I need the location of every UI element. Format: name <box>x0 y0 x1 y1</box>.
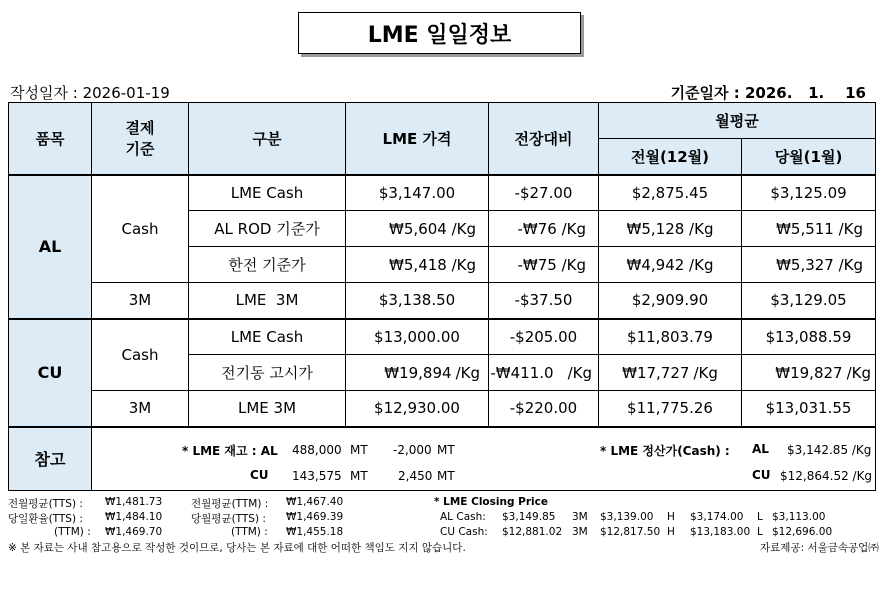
settlement-cash: Cash <box>92 319 189 391</box>
item-cu: CU <box>9 319 92 427</box>
stock-cu-unit: MT <box>350 468 368 483</box>
settle-al-value: $3,142.85 /Kg <box>787 442 872 457</box>
table-row: 전기동 고시가 ₩19,894 /Kg -₩411.0 /Kg ₩17,727 /Kg ₩19,827 /Kg <box>9 355 876 391</box>
written-date-label: 작성일자 : <box>10 84 78 102</box>
header-monthly-avg: 월평균 <box>599 103 876 139</box>
stock-title: * LME 재고 : AL <box>182 443 278 458</box>
written-date <box>10 82 170 103</box>
base-date-label: 기준일자 : <box>670 84 740 102</box>
stock-al-change-unit: MT <box>437 442 455 457</box>
written-date-value: 2026-01-19 <box>82 84 170 102</box>
header-category: 구분 <box>189 103 346 175</box>
header-prev-month: 전월(12월) <box>599 139 742 175</box>
settlement-cash: Cash <box>92 175 189 283</box>
base-date <box>671 82 866 103</box>
stock-cu-change: 2,450 <box>398 468 433 483</box>
table-row: CU Cash LME Cash $13,000.00 -$205.00 $11,803.79 $13,088.59 <box>9 319 876 355</box>
source: 자료제공: 서울금속공업㈜ <box>760 542 879 554</box>
table-row: 한전 기준가 ₩5,418 /Kg -₩75 /Kg ₩4,942 /Kg ₩5,327 /Kg <box>9 247 876 283</box>
closing-title: * LME Closing Price <box>434 496 548 508</box>
settle-title: * LME 정산가(Cash) : <box>600 443 730 458</box>
stock-cu-qty: 143,575 <box>292 468 342 483</box>
disclaimer: ※ 본 자료는 사내 참고용으로 작성한 것이므로, 당사는 본 자료에 대한 어떠한 책임도 지지 않습니다. <box>8 542 466 554</box>
header-settlement: 결제 기준 <box>92 103 189 175</box>
reference-row <box>9 427 876 491</box>
settlement-3m: 3M <box>92 391 189 427</box>
settle-al-label: AL <box>752 441 769 456</box>
stock-cu-change-unit: MT <box>437 468 455 483</box>
table-row: 3M LME 3M $12,930.00 -$220.00 $11,775.26 $13,031.55 <box>9 391 876 427</box>
stock-al-unit: MT <box>350 442 368 457</box>
header-item: 품목 <box>9 103 92 175</box>
stock-al-qty: 488,000 <box>292 442 342 457</box>
ref-content <box>92 427 876 491</box>
base-date-value: 2026. 1. 16 <box>744 84 866 102</box>
header-lme-price: LME 가격 <box>346 103 489 175</box>
header-change: 전장대비 <box>489 103 599 175</box>
settlement-3m: 3M <box>92 283 189 319</box>
page-title: LME 일일정보 <box>298 12 581 54</box>
table-row: AL ROD 기준가 ₩5,604 /Kg -₩76 /Kg ₩5,128 /Kg ₩5,511 /Kg <box>9 211 876 247</box>
ref-label: 참고 <box>9 427 92 491</box>
settle-cu-label: CU <box>752 467 771 482</box>
settle-cu-value: $12,864.52 /Kg <box>780 468 873 483</box>
stock-al-change: -2,000 <box>393 442 432 457</box>
item-al: AL <box>9 175 92 319</box>
lme-price-table <box>8 102 876 491</box>
table-row: 3M LME 3M $3,138.50 -$37.50 $2,909.90 $3,129.05 <box>9 283 876 319</box>
table-row: AL Cash LME Cash $3,147.00 -$27.00 $2,875.45 $3,125.09 <box>9 175 876 211</box>
header-this-month: 당월(1월) <box>742 139 876 175</box>
stock-cu-label: CU <box>250 467 269 482</box>
